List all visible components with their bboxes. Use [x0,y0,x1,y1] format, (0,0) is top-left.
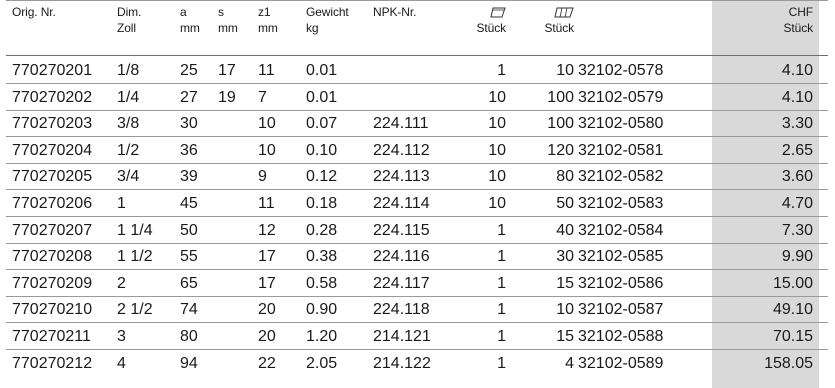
cell-price: 3.30 [781,115,813,133]
cell-pack-large: 100 [547,88,574,106]
cell-price: 9.90 [781,248,813,266]
cell-orig-nr: 770270205 [12,168,93,186]
header-weight-unit: kg [306,21,319,35]
cell-orig-nr: 770270201 [12,62,93,79]
cell-a: 74 [180,301,198,319]
cell-pack-large: 10 [556,301,574,319]
cell-pack-small: 10 [488,141,506,159]
cell-article-nr: 32102-0580 [578,115,664,133]
cell-dim: 2 1/2 [117,301,153,319]
cell-pack-small: 1 [497,274,506,292]
header-weight-label: Gewicht [306,5,349,19]
cell-article-nr: 32102-0582 [578,168,664,186]
cell-z1: 20 [258,301,276,319]
table-row [0,351,835,377]
table-row [0,85,835,111]
cell-dim: 3/4 [117,168,140,186]
cell-price: 49.10 [772,301,813,319]
cell-orig-nr: 770270202 [12,88,93,106]
table-row [0,138,835,164]
cell-npk: 224.113 [373,168,430,186]
cell-z1: 17 [258,248,276,266]
cell-npk: 214.122 [373,354,431,372]
cell-s: 17 [218,62,236,79]
table-row [0,324,835,350]
cell-z1: 17 [258,274,276,292]
cell-dim: 1 1/2 [117,248,153,266]
cell-price: 4.70 [781,195,813,212]
cell-dim: 3 [117,328,126,345]
cell-pack-large: 30 [556,248,574,266]
cell-dim: 1 1/4 [117,221,153,239]
cell-z1: 9 [258,168,267,186]
cell-orig-nr: 770270207 [12,221,93,239]
cell-weight: 0.01 [306,62,338,79]
cell-z1: 12 [258,221,276,239]
header-z1-unit: mm [258,21,278,35]
cell-orig-nr: 770270208 [12,248,93,266]
cell-price: 70.15 [772,328,813,345]
cell-price: 2.65 [781,141,813,159]
header-pack-large [528,4,574,36]
cell-pack-small: 10 [488,195,506,212]
table-row [0,218,835,244]
header-z1-label: z1 [258,5,271,19]
cell-a: 27 [180,88,198,106]
cell-a: 55 [180,248,198,266]
cell-orig-nr: 770270211 [12,328,91,345]
cell-weight: 0.90 [306,301,338,319]
cell-npk: 214.121 [373,328,431,345]
cell-pack-large: 100 [547,115,574,133]
cell-npk: 224.117 [373,274,430,292]
cell-a: 45 [180,195,198,212]
cell-pack-small: 1 [497,301,506,319]
cell-weight: 2.05 [306,354,338,372]
header-price [712,4,813,36]
header-npk: NPK-Nr. [373,5,417,19]
cell-orig-nr: 770270206 [12,195,93,212]
cell-weight: 0.07 [306,115,338,133]
cell-pack-large: 15 [556,328,574,345]
single-package-icon [460,4,506,20]
cell-z1: 11 [258,62,275,79]
cell-pack-large: 40 [556,221,574,239]
cell-orig-nr: 770270210 [12,301,93,319]
table-row [0,297,835,323]
cell-dim: 1/8 [117,62,140,79]
cell-a: 80 [180,328,198,345]
cell-pack-large: 80 [556,168,574,186]
table-row [0,111,835,137]
cell-z1: 22 [258,354,276,372]
cell-pack-small: 10 [488,88,506,106]
cell-orig-nr: 770270203 [12,115,93,133]
cell-pack-small: 10 [488,115,506,133]
cell-z1: 7 [258,88,267,106]
cell-pack-small: 1 [497,354,506,372]
header-rule [6,55,828,56]
cell-pack-large: 10 [556,62,574,79]
cell-z1: 20 [258,328,276,345]
cell-article-nr: 32102-0587 [578,301,664,319]
cell-dim: 1/4 [117,88,140,106]
cell-pack-small: 1 [497,62,506,79]
cell-article-nr: 32102-0583 [578,195,664,212]
cell-article-nr: 32102-0584 [578,221,664,239]
cell-z1: 11 [258,195,275,212]
table-row [0,271,835,297]
cell-a: 30 [180,115,198,133]
cell-article-nr: 32102-0585 [578,248,664,266]
cell-pack-large: 4 [565,354,574,372]
cell-pack-large: 15 [556,274,574,292]
header-pack-small [460,4,506,36]
cell-weight: 0.10 [306,141,338,159]
cell-dim: 3/8 [117,115,140,133]
header-dim [117,4,141,36]
header-pack-small-unit: Stück [476,21,506,35]
cell-npk: 224.111 [373,115,429,133]
cell-orig-nr: 770270212 [12,354,93,372]
cell-a: 94 [180,354,198,372]
cell-weight: 0.58 [306,274,338,292]
cell-price: 4.10 [781,88,813,106]
cell-article-nr: 32102-0588 [578,328,664,345]
header-a [180,4,200,36]
cell-dim: 1/2 [117,141,140,159]
cell-weight: 0.18 [306,195,338,212]
cell-orig-nr: 770270209 [12,274,93,292]
cell-z1: 10 [258,141,276,159]
cell-weight: 0.01 [306,88,338,106]
cell-a: 50 [180,221,198,239]
cell-npk: 224.112 [373,141,430,159]
cell-pack-small: 1 [497,221,506,239]
cell-a: 25 [180,62,198,79]
header-z1 [258,4,278,36]
cell-article-nr: 32102-0589 [578,354,664,372]
header-s-unit: mm [218,21,238,35]
cell-pack-small: 1 [497,248,506,266]
cell-article-nr: 32102-0581 [578,141,664,159]
header-a-label: a [180,5,187,19]
cell-a: 65 [180,274,198,292]
table-row [0,164,835,190]
cell-dim: 1 [117,195,126,212]
cell-pack-large: 120 [547,141,574,159]
cell-a: 39 [180,168,198,186]
cell-orig-nr: 770270204 [12,141,93,159]
cell-weight: 0.38 [306,248,338,266]
cell-price: 3.60 [781,168,813,186]
table-row [0,58,835,84]
header-currency: CHF [788,5,813,19]
cell-price: 15.00 [772,274,813,292]
table-row [0,244,835,270]
header-s [218,4,238,36]
header-pack-large-unit: Stück [544,21,574,35]
cell-a: 36 [180,141,198,159]
cell-dim: 4 [117,354,126,372]
header-dim-unit: Zoll [117,21,136,35]
cell-npk: 224.118 [373,301,430,319]
cell-weight: 1.20 [306,328,338,345]
header-weight [306,4,349,36]
cell-dim: 2 [117,274,126,292]
cell-npk: 224.115 [373,221,430,239]
header-price-unit: Stück [783,21,813,35]
header-top-rule [6,0,828,1]
cell-price: 4.10 [781,62,813,79]
cell-pack-small: 1 [497,328,506,345]
cell-weight: 0.12 [306,168,338,186]
multi-package-icon [528,4,574,20]
cell-pack-large: 50 [556,195,574,212]
cell-price: 158.05 [764,354,813,372]
cell-pack-small: 10 [488,168,506,186]
cell-npk: 224.116 [373,248,430,266]
cell-s: 19 [218,88,236,106]
table-row [0,191,835,217]
cell-weight: 0.28 [306,221,338,239]
header-orig-nr: Orig. Nr. [12,5,56,19]
cell-npk: 224.114 [373,195,430,212]
header-dim-label: Dim. [117,5,142,19]
cell-article-nr: 32102-0586 [578,274,664,292]
header-s-label: s [218,5,224,19]
header-a-unit: mm [180,21,200,35]
cell-article-nr: 32102-0579 [578,88,664,106]
cell-article-nr: 32102-0578 [578,62,664,79]
cell-price: 7.30 [781,221,813,239]
cell-z1: 10 [258,115,276,133]
